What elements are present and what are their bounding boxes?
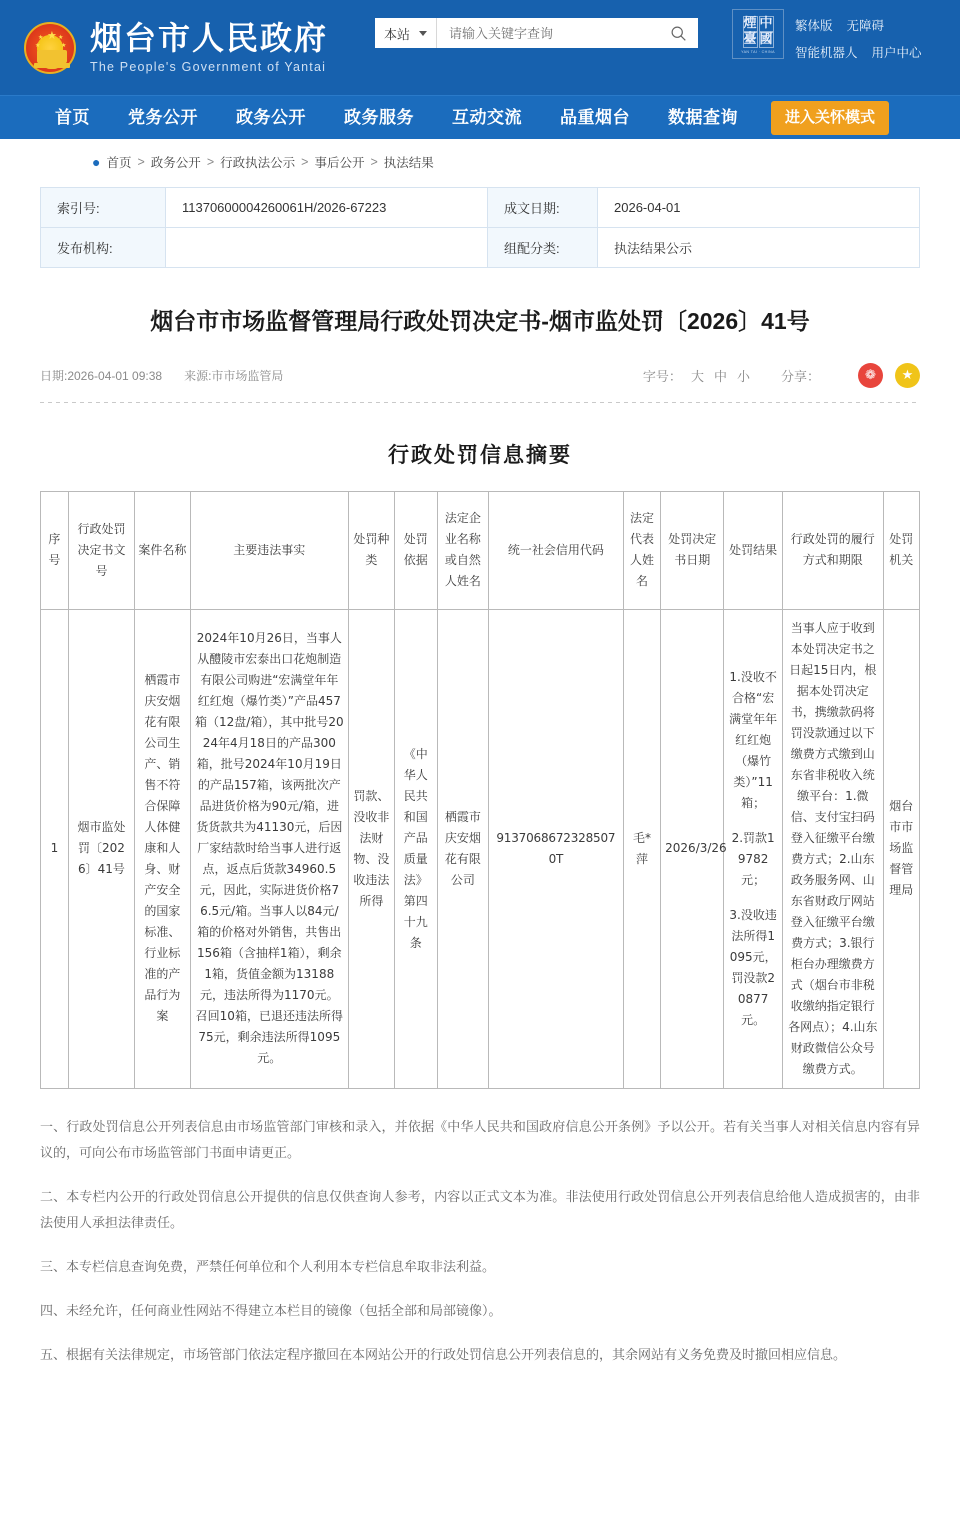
nav-item-interaction[interactable]: 互动交流	[452, 107, 522, 127]
meta-value-date: 2026-04-01	[598, 188, 920, 228]
care-mode-button[interactable]: 进入关怀模式	[771, 101, 889, 135]
breadcrumb-separator: >	[301, 155, 309, 169]
col-header-execution-method: 行政处罚的履行方式和期限	[783, 491, 884, 609]
site-brand[interactable]	[24, 21, 328, 73]
yt-logo-char-2: 中	[759, 16, 773, 31]
national-emblem-icon: ★ ★ ★ ★ ★	[24, 22, 76, 74]
col-header-decision-date: 处罚决定书日期	[661, 491, 724, 609]
main-navigation	[0, 95, 960, 139]
breadcrumb-separator: >	[370, 155, 378, 169]
link-user-center[interactable]: 用户中心	[871, 46, 922, 60]
table-row	[41, 228, 920, 268]
brand-title-en: The People's Government of Yantai	[90, 59, 327, 74]
col-header-decision-doc-no: 行政处罚决定书文号	[68, 491, 134, 609]
cell-penalty-type: 罚款、没收非法财物、没收违法所得	[348, 609, 394, 1088]
link-smart-robot[interactable]: 智能机器人	[795, 46, 858, 60]
breadcrumb-item-enforcement-publicity[interactable]: 行政执法公示	[220, 156, 296, 170]
table-header-row	[41, 491, 920, 609]
penalty-result-item-2: 2.罚款19782元；	[731, 830, 775, 887]
header-utility-links	[795, 16, 922, 61]
cell-decision-date: 2026/3/26	[661, 609, 724, 1088]
nav-item-data-query[interactable]: 数据查询	[668, 107, 738, 127]
table-row	[41, 188, 920, 228]
yantai-china-logo[interactable]	[732, 9, 784, 59]
col-header-serial-no: 序号	[41, 491, 69, 609]
site-header	[0, 0, 960, 95]
article-meta-bar	[40, 363, 920, 402]
yt-logo-subtitle: YAN TAI · CHINA	[741, 50, 775, 54]
fontsize-large-button[interactable]: 大	[690, 368, 704, 384]
breadcrumb-separator: >	[206, 155, 215, 169]
search-scope-label: 本站	[383, 26, 410, 42]
search-scope-select[interactable]	[375, 18, 437, 48]
cell-main-facts: 2024年10月26日，当事人从醴陵市宏泰出口花炮制造有限公司购进“宏满堂年年红红炮（爆竹类）”产品457箱（12盘/箱），其中批号2024年4月18日的产品300箱，批号2024年10月19日的产品157箱，该两批次产品进货价格为90元/箱，进货货款共为41130元，后因厂家结款时给当事人进行返点，返点后货款34960.5元，因此，实际进货价格76.5元/箱。当事人以84元/箱的价格对外销售，共售出156箱（含抽样1箱），剩余1箱，货值金额为13188元，违法所得为1170元。召回10箱，已退还违法所得75元，剩余违法所得1095元。	[190, 609, 348, 1088]
yt-logo-char-3: 臺	[743, 32, 757, 47]
breadcrumb-item-enforcement-result[interactable]: 执法结果	[383, 156, 434, 170]
article-date: 日期:2026-04-01 09:38	[40, 368, 163, 383]
breadcrumb-item-post-disclosure[interactable]: 事后公开	[314, 156, 365, 170]
site-search	[375, 18, 698, 48]
yt-logo-char-4: 國	[759, 32, 773, 47]
meta-label-date: 成文日期:	[488, 188, 598, 228]
col-header-credit-code: 统一社会信用代码	[489, 491, 624, 609]
col-header-penalty-basis: 处罚依据	[394, 491, 437, 609]
chevron-down-icon	[419, 31, 427, 36]
col-header-legal-rep: 法定代表人姓名	[623, 491, 660, 609]
cell-entity-name: 栖霞市庆安烟花有限公司	[437, 609, 488, 1088]
penalty-result-item-1: 1.没收不合格“宏满堂年年红红炮（爆竹类）”11箱；	[729, 669, 778, 810]
breadcrumb-item-home[interactable]: 首页	[106, 156, 132, 170]
footnotes	[40, 1115, 920, 1387]
penalty-result-item-3: 3.没收违法所得1095元，罚没款20877元。	[729, 907, 777, 1027]
footnote-1: 一、行政处罚信息公开列表信息由市场监管部门审核和录入，并依据《中华人民共和国政府信息公开条例》予以公开。若有关当事人对相关信息内容有异议的，可向公布市场监管部门书面申请更正。	[40, 1119, 920, 1161]
meta-label-category: 组配分类:	[488, 228, 598, 268]
breadcrumb-item-government-affairs[interactable]: 政务公开	[150, 156, 201, 170]
nav-item-government-affairs[interactable]: 政务公开	[236, 107, 306, 127]
search-icon	[670, 25, 687, 42]
meta-value-category: 执法结果公示	[598, 228, 920, 268]
share-label: 分享：	[780, 368, 820, 384]
fontsize-medium-button[interactable]: 中	[713, 368, 727, 384]
page-body	[0, 139, 960, 1387]
cell-penalty-basis: 《中华人民共和国产品质量法》第四十九条	[394, 609, 437, 1088]
meta-value-index: 11370600004260061H/2026-67223	[166, 188, 488, 228]
link-accessibility[interactable]: 无障碍	[846, 19, 885, 33]
location-pin-icon: ●	[92, 154, 101, 170]
col-header-entity-name: 法定企业名称或自然人姓名	[437, 491, 488, 609]
footnote-4: 四、未经允许，任何商业性网站不得建立本栏目的镜像（包括全部和局部镜像）。	[40, 1303, 502, 1319]
footnote-3: 三、本专栏信息查询免费，严禁任何单位和个人利用本专栏信息牟取非法利益。	[40, 1259, 496, 1275]
col-header-penalty-type: 处罚种类	[348, 491, 394, 609]
cell-execution-method: 当事人应于收到本处罚决定书之日起15日内，根据本处罚决定书，携缴款码将罚没款通过以下缴费方式缴到山东省非税收入统缴平台：1.微信、支付宝扫码登入征缴平台缴费方式；2.山东政务服务网、山东省财政厅网站登入征缴平台缴费方式；3.银行柜台办理缴费方式（烟台市非税收缴纳指定银行各网点）；4.山东财政微信公众号缴费方式。	[783, 609, 884, 1088]
divider	[40, 402, 920, 403]
weibo-icon[interactable]: ❁	[858, 363, 883, 388]
favorite-star-icon[interactable]: ★	[895, 363, 920, 388]
section-title: 行政处罚信息摘要	[388, 441, 572, 467]
table-row	[41, 609, 920, 1088]
nav-item-party-affairs[interactable]: 党务公开	[128, 107, 198, 127]
document-metadata-table	[40, 187, 920, 268]
cell-penalty-result	[724, 609, 783, 1088]
link-traditional-chinese[interactable]: 繁体版	[795, 19, 833, 33]
footnote-2: 二、本专栏内公开的行政处罚信息公开提供的信息仅供查询人参考，内容以正式文本为准。非法使用行政处罚信息公开列表信息给他人造成损害的，由非法使用人承担法律责任。	[40, 1189, 920, 1231]
cell-case-name: 栖霞市庆安烟花有限公司生产、销售不符合保障人体健康和人身、财产安全的国家标准、行业标准的产品行为案	[135, 609, 191, 1088]
breadcrumb-separator: >	[137, 155, 145, 169]
article-source: 来源:市市场监管局	[184, 368, 284, 383]
administrative-penalty-table	[40, 491, 920, 1089]
search-button[interactable]	[658, 18, 698, 48]
cell-decision-doc-no: 烟市监处罚〔2026〕41号	[68, 609, 134, 1088]
search-input[interactable]	[437, 18, 658, 48]
fontsize-small-button[interactable]: 小	[736, 368, 750, 384]
cell-serial-no: 1	[41, 609, 69, 1088]
nav-item-pinzhong-yantai[interactable]: 品重烟台	[560, 107, 630, 127]
meta-label-publisher: 发布机构:	[41, 228, 166, 268]
breadcrumb	[40, 139, 920, 181]
yt-logo-char-1: 煙	[743, 16, 757, 31]
col-header-main-facts: 主要违法事实	[190, 491, 348, 609]
col-header-penalty-result: 处罚结果	[724, 491, 783, 609]
meta-value-publisher	[166, 228, 488, 268]
fontsize-label: 字号：	[642, 368, 682, 384]
footnote-5: 五、根据有关法律规定，市场管部门依法定程序撤回在本网站公开的行政处罚信息公开列表信息的，其余网站有义务免费及时撤回相应信息。	[40, 1347, 847, 1363]
nav-item-home[interactable]: 首页	[55, 107, 90, 127]
col-header-case-name: 案件名称	[135, 491, 191, 609]
cell-authority: 烟台市市场监督管理局	[883, 609, 919, 1088]
brand-title-cn: 烟台市人民政府	[90, 20, 329, 57]
meta-label-index: 索引号:	[41, 188, 166, 228]
col-header-authority: 处罚机关	[883, 491, 919, 609]
nav-item-government-services[interactable]: 政务服务	[344, 107, 414, 127]
cell-legal-rep: 毛*萍	[623, 609, 660, 1088]
page-title: 烟台市市场监督管理局行政处罚决定书-烟市监处罚〔2026〕41号	[150, 308, 810, 334]
cell-credit-code: 91370686723285070T	[489, 609, 624, 1088]
